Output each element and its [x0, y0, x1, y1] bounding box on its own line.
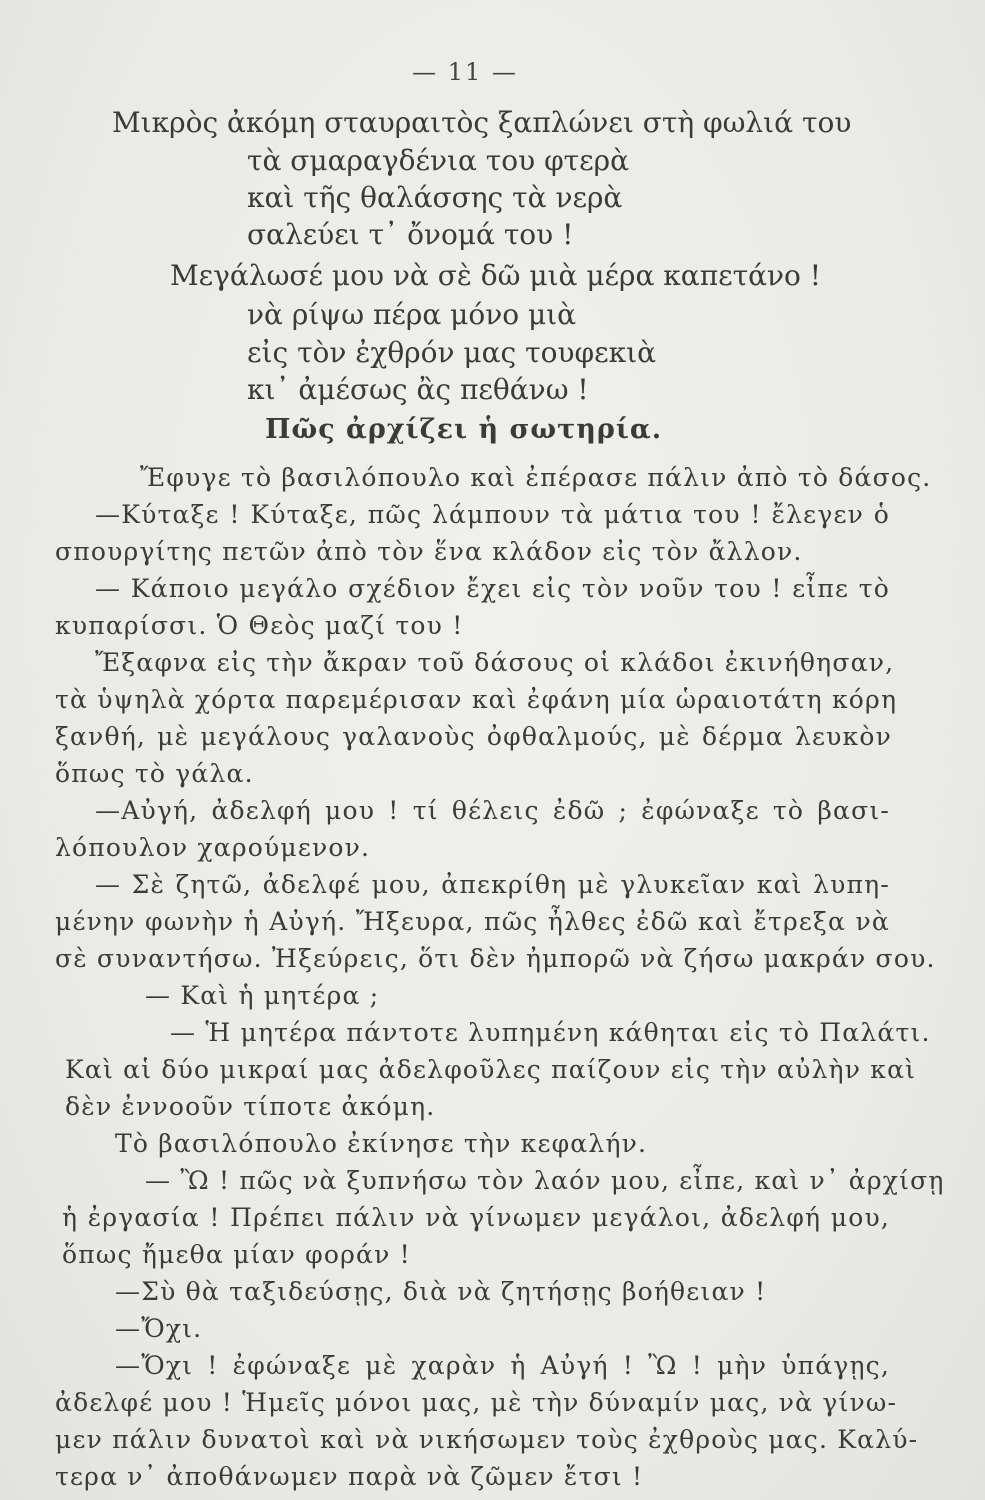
prose-line: σπουργίτης πετῶν ἀπὸ τὸν ἕνα κλάδον εἰς τὸν ἄλλον.	[55, 537, 803, 566]
poem-line: εἰς τὸν ἐχθρόν μας τουφεκιὰ	[247, 336, 656, 369]
poem-line: τὰ σμαραγδένια του φτερὰ	[247, 144, 630, 177]
poem-line: καὶ τῆς θαλάσσης τὰ νερὰ	[247, 181, 623, 214]
prose-line: μεν πάλιν δυνατοὶ καὶ νὰ νικήσωμεν τοὺς ἐχθροὺς μας. Καλύ-	[55, 1425, 919, 1454]
prose-line: ἡ ἐργασία ! Πρέπει πάλιν νὰ γίνωμεν μεγάλοι, ἀδελφή μου,	[62, 1203, 890, 1232]
page-number: — 11 —	[412, 58, 518, 86]
poem-line: Μικρὸς ἀκόμη σταυραιτὸς ξαπλώνει στὴ φωλιά του	[112, 106, 852, 139]
prose-line: λόπουλον χαρούμενον.	[55, 833, 371, 862]
section-title: Πῶς ἀρχίζει ἡ σωτηρία.	[265, 414, 663, 445]
prose-line: — Κάποιο μεγάλο σχέδιον ἔχει εἰς τὸν νοῦν του ! εἶπε τὸ	[95, 574, 890, 603]
prose-line: τερα ν᾽ ἀποθάνωμεν παρὰ νὰ ζῶμεν ἔτσι !	[55, 1462, 644, 1491]
prose-line: ἀδελφέ μου ! Ἡμεῖς μόνοι μας, μὲ τὴν δύναμίν μας, νὰ γίνω-	[55, 1388, 898, 1417]
prose-line: Καὶ αἱ δύο μικραί μας ἀδελφοῦλες παίζουν εἰς τὴν αὐλὴν καὶ	[65, 1055, 917, 1084]
poem-line: Μεγάλωσέ μου νὰ σὲ δῶ μιὰ μέρα καπετάνο !	[170, 259, 822, 292]
poem-line: κι᾽ ἀμέσως ἂς πεθάνω !	[247, 373, 589, 406]
prose-line: ὅπως τὸ γάλα.	[55, 759, 254, 788]
prose-line: Ἔξαφνα εἰς τὴν ἄκραν τοῦ δάσους οἱ κλάδοι ἐκινήθησαν,	[95, 648, 895, 677]
prose-line: — Ἡ μητέρα πάντοτε λυπημένη κάθηται εἰς τὸ Παλάτι.	[170, 1018, 931, 1047]
poem-line: νὰ ρίψω πέρα μόνο μιὰ	[247, 298, 577, 331]
prose-line: ὅπως ἤμεθα μίαν φοράν !	[62, 1240, 411, 1269]
prose-line: σὲ συναντήσω. Ἠξεύρεις, ὅτι δὲν ἠμπορῶ νὰ ζήσω μακράν σου.	[55, 944, 936, 973]
prose-line: —Ὄχι ! ἐφώναξε μὲ χαρὰν ἡ Αὐγή ! Ὢ ! μὴν ὑπάγῃς,	[115, 1351, 890, 1380]
prose-line: κυπαρίσσι. Ὁ Θεὸς μαζί του !	[55, 611, 464, 640]
prose-line: —Κύταξε ! Κύταξε, πῶς λάμπουν τὰ μάτια του ! ἔλεγεν ὁ	[95, 500, 890, 529]
poem-line: σαλεύει τ᾽ ὄνομά του !	[247, 218, 574, 251]
prose-line: Τὸ βασιλόπουλο ἐκίνησε τὴν κεφαλήν.	[115, 1129, 648, 1158]
prose-line: — Σὲ ζητῶ, ἀδελφέ μου, ἀπεκρίθη μὲ γλυκεῖαν καὶ λυπη-	[95, 870, 890, 899]
prose-line: — Καὶ ἡ μητέρα ;	[145, 981, 380, 1010]
prose-line: —Ὄχι.	[115, 1314, 203, 1343]
prose-line: — Ὢ ! πῶς νὰ ξυπνήσω τὸν λαόν μου, εἶπε, καὶ ν᾽ ἀρχίσῃ	[145, 1166, 945, 1195]
prose-line: ξανθή, μὲ μεγάλους γαλανοὺς ὀφθαλμούς, μὲ δέρμα λευκὸν	[55, 722, 892, 751]
prose-line: Ἔφυγε τὸ βασιλόπουλο καὶ ἐπέρασε πάλιν ἀπὸ τὸ δάσος.	[140, 463, 932, 492]
prose-line: δὲν ἐννοοῦν τίποτε ἀκόμη.	[65, 1092, 436, 1121]
prose-line: —Σὺ θὰ ταξιδεύσῃς, διὰ νὰ ζητήσῃς βοήθειαν !	[115, 1277, 767, 1306]
prose-line: —Αὐγή, ἀδελφή μου ! τί θέλεις ἐδῶ ; ἐφώναξε τὸ βασι-	[95, 796, 890, 825]
prose-line: μένην φωνὴν ἡ Αὐγή. Ἤξευρα, πῶς ἦλθες ἐδῶ καὶ ἔτρεξα νὰ	[55, 907, 890, 936]
prose-line: τὰ ὑψηλὰ χόρτα παρεμέρισαν καὶ ἐφάνη μία ὡραιοτάτη κόρη	[55, 685, 898, 714]
